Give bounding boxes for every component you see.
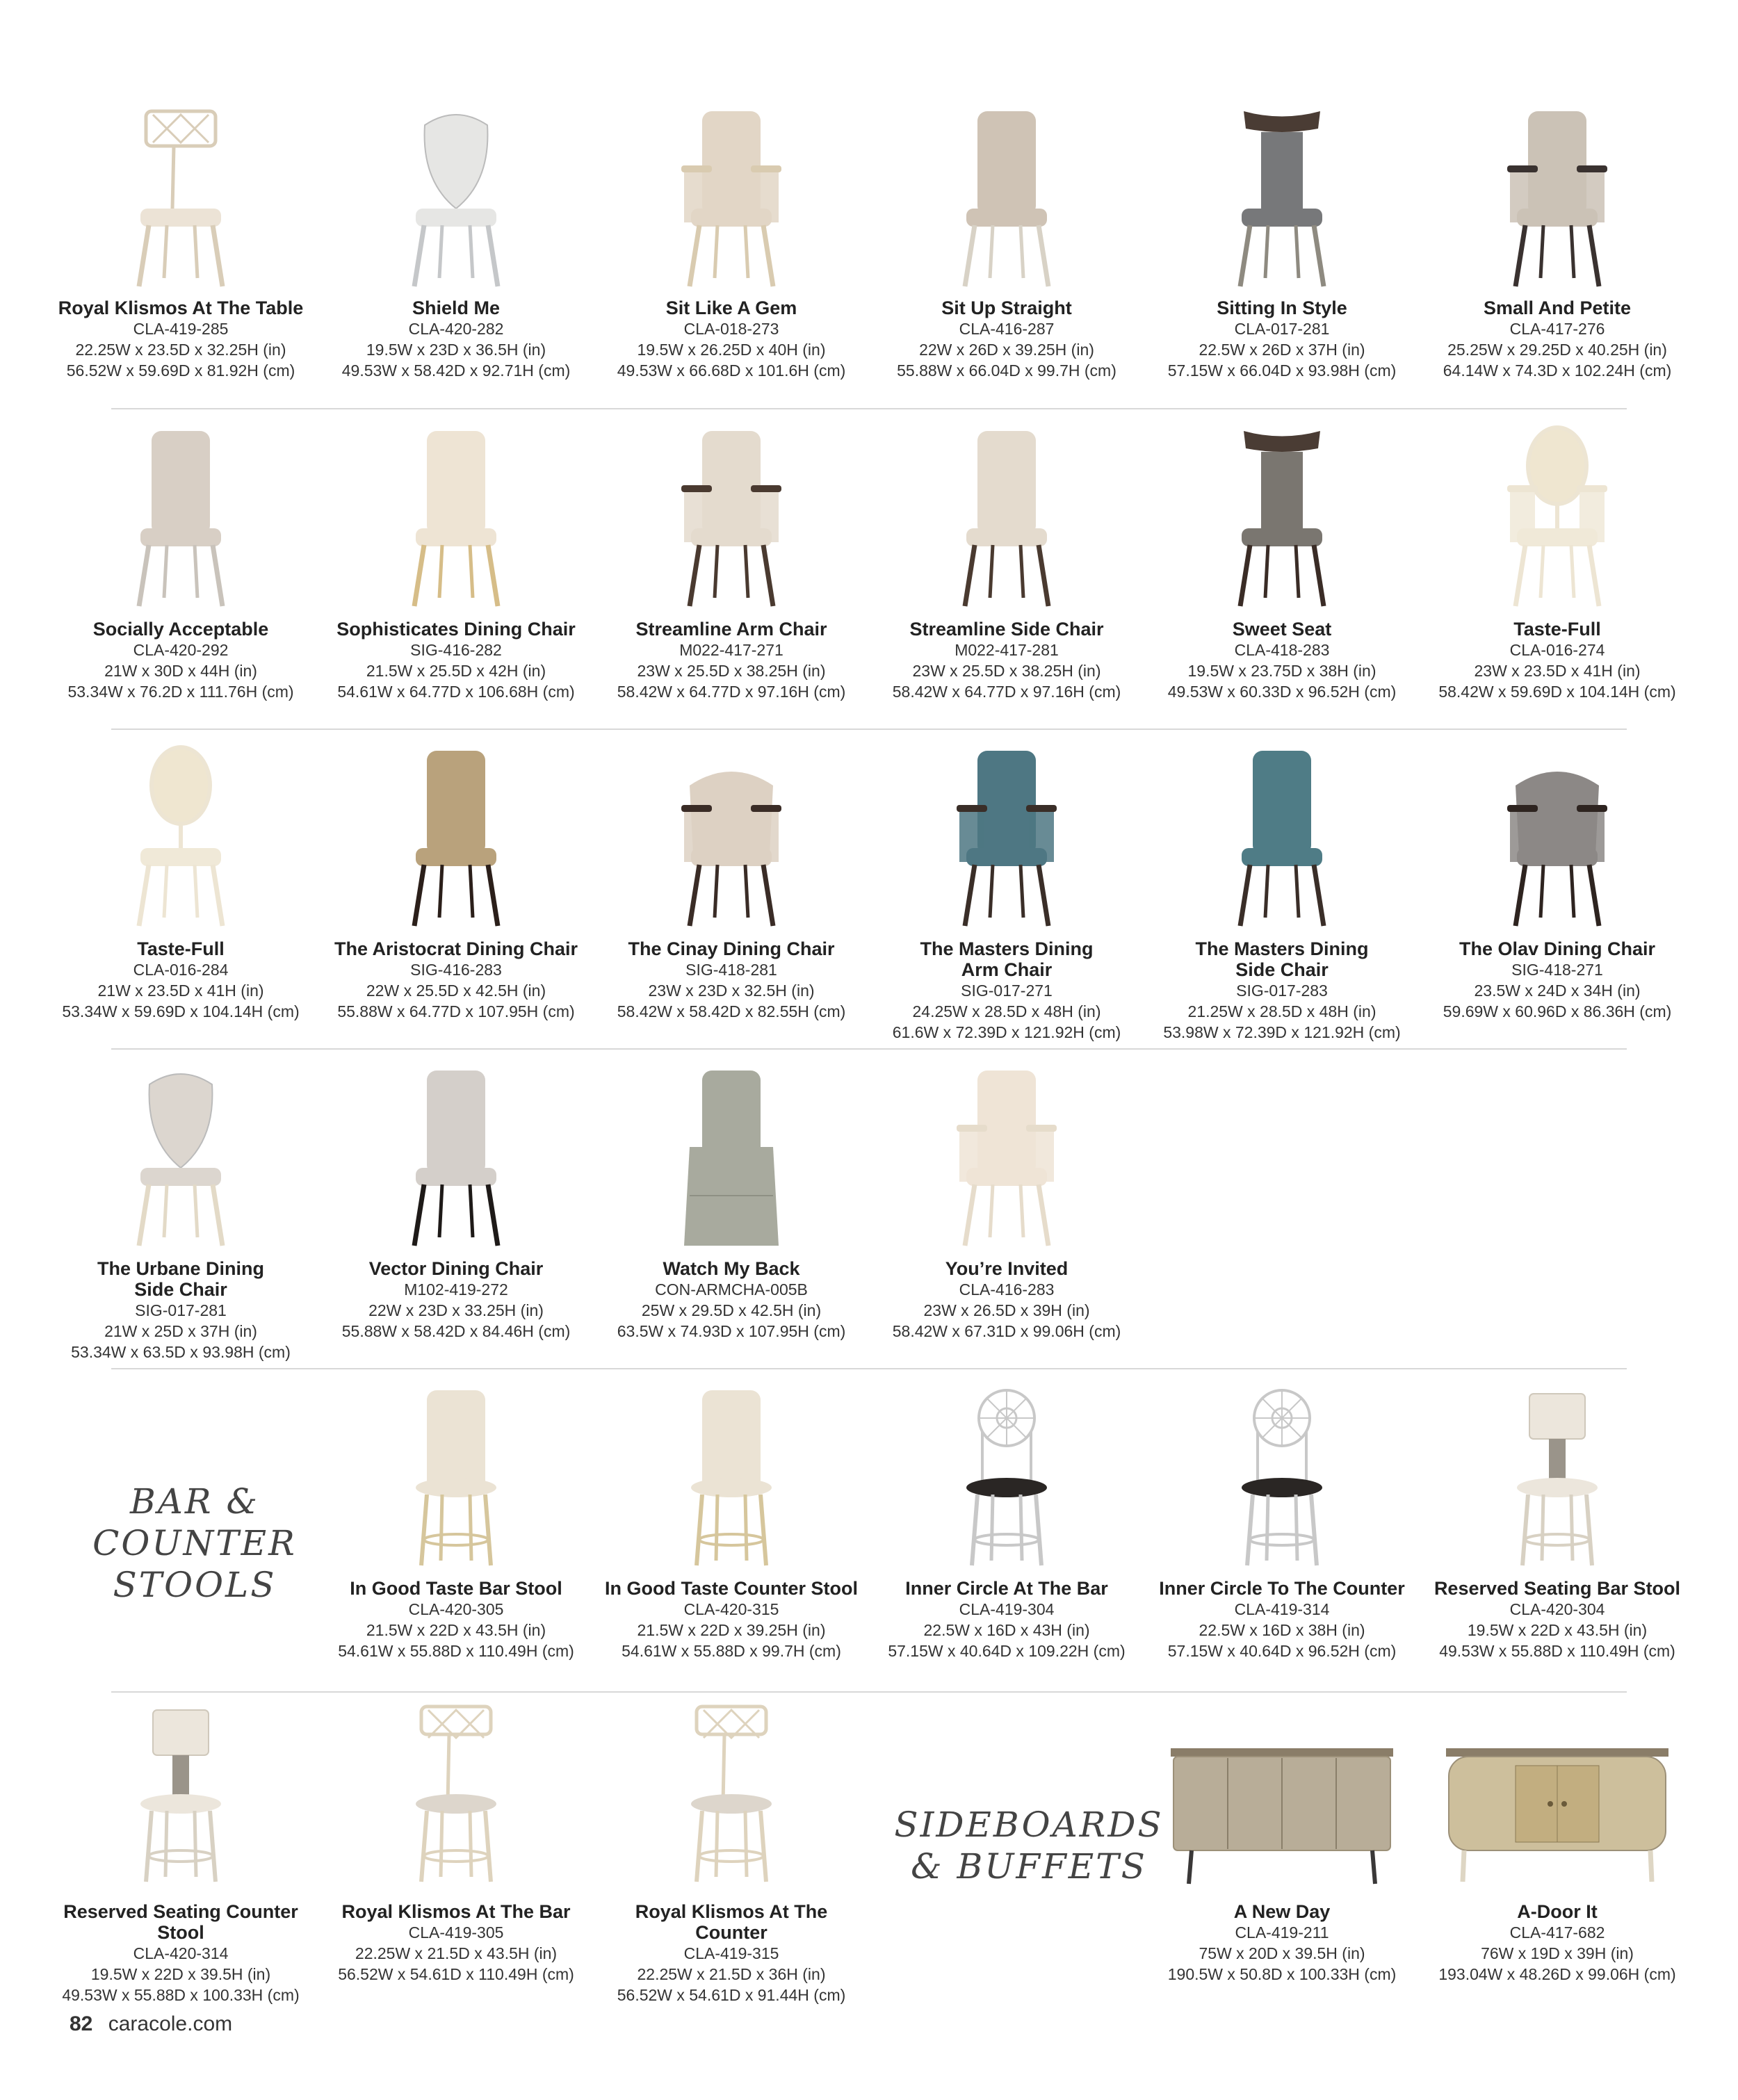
product-name: Sit Up Straight [941, 298, 1072, 318]
product-name: Reserved Seating Bar Stool [1434, 1578, 1681, 1599]
product-sku: SIG-418-281 [685, 961, 777, 979]
product-name: In Good Taste Counter Stool [605, 1578, 858, 1599]
product-card[interactable] [871, 1064, 1142, 1340]
product-sku: CLA-419-211 [1235, 1923, 1329, 1942]
product-card[interactable] [1422, 744, 1693, 1020]
product-sku: SIG-017-281 [135, 1301, 227, 1319]
product-image [366, 424, 546, 612]
product-name: Inner Circle At The Bar [905, 1578, 1108, 1599]
product-dims-in: 22.25W x 23.5D x 32.25H (in) [75, 341, 286, 359]
product-card[interactable] [320, 1064, 592, 1340]
product-sku: CLA-419-314 [1234, 1600, 1330, 1618]
product-image [90, 1700, 271, 1887]
product-sku: CLA-420-292 [133, 641, 229, 659]
row-divider [111, 408, 1627, 409]
page-number: 82 [70, 2012, 93, 2035]
product-card[interactable] [871, 104, 1142, 380]
product-sku: SIG-416-283 [410, 961, 502, 979]
product-card[interactable] [871, 1383, 1142, 1660]
product-image [1467, 104, 1648, 292]
section-title-bar-stools: BAR & COUNTER STOOLS [92, 1481, 297, 1605]
product-dims-in: 21.5W x 22D x 43.5H (in) [366, 1621, 546, 1639]
product-dims-cm: 57.15W x 40.64D x 109.22H (cm) [888, 1642, 1126, 1660]
product-dims-cm: 56.52W x 59.69D x 81.92H (cm) [66, 361, 295, 380]
product-name: Vector Dining Chair [368, 1258, 544, 1279]
product-dims-in: 22W x 23D x 33.25H (in) [368, 1301, 544, 1319]
row-divider [111, 1048, 1627, 1050]
product-image [916, 1383, 1097, 1571]
product-image [1164, 1700, 1400, 1887]
product-name: The Aristocrat Dining Chair [334, 938, 578, 959]
product-sku: CLA-417-276 [1509, 320, 1605, 338]
product-sku: CLA-420-314 [133, 1944, 229, 1962]
product-name: Inner Circle To The Counter [1159, 1578, 1405, 1599]
product-dims-cm: 53.34W x 63.5D x 93.98H (cm) [71, 1343, 291, 1361]
product-dims-in: 21W x 25D x 37H (in) [104, 1322, 257, 1340]
product-name: Streamline Side Chair [909, 619, 1104, 640]
product-sku: CLA-419-304 [959, 1600, 1055, 1618]
product-card[interactable] [320, 104, 592, 380]
product-image [366, 1064, 546, 1251]
product-sku: CON-ARMCHA-005B [655, 1280, 808, 1299]
product-dims-cm: 57.15W x 40.64D x 96.52H (cm) [1167, 1642, 1397, 1660]
product-name: Small And Petite [1483, 298, 1632, 318]
row-divider [111, 729, 1627, 730]
product-image [1192, 1383, 1372, 1571]
product-card[interactable] [1146, 104, 1418, 380]
product-dims-cm: 58.42W x 64.77D x 97.16H (cm) [892, 683, 1121, 701]
product-card[interactable] [1146, 1700, 1418, 1983]
product-name: Sweet Seat [1232, 619, 1332, 640]
product-image [916, 104, 1097, 292]
product-sku: CLA-420-305 [408, 1600, 504, 1618]
product-card[interactable] [1422, 104, 1693, 380]
product-sku: CLA-420-315 [683, 1600, 779, 1618]
product-name: The Masters Dining Side Chair [1195, 938, 1369, 980]
product-card[interactable] [1146, 1383, 1418, 1660]
product-name: Taste-Full [1513, 619, 1601, 640]
product-name: The Urbane Dining Side Chair [97, 1258, 264, 1300]
product-dims-in: 23W x 26.5D x 39H (in) [923, 1301, 1090, 1319]
product-image [1439, 1700, 1675, 1887]
product-card[interactable] [596, 744, 867, 1020]
product-sku: CLA-016-274 [1509, 641, 1605, 659]
product-sku: CLA-417-682 [1509, 1923, 1605, 1942]
product-image [641, 424, 822, 612]
product-dims-in: 19.5W x 23D x 36.5H (in) [366, 341, 546, 359]
product-dims-in: 23.5W x 24D x 34H (in) [1474, 982, 1641, 1000]
product-dims-in: 21W x 30D x 44H (in) [104, 662, 257, 680]
row-divider [111, 1691, 1627, 1693]
product-dims-in: 22.5W x 16D x 43H (in) [923, 1621, 1090, 1639]
product-card[interactable] [45, 104, 316, 380]
product-dims-cm: 58.42W x 64.77D x 97.16H (cm) [617, 683, 846, 701]
product-dims-in: 22.5W x 26D x 37H (in) [1199, 341, 1365, 359]
product-dims-in: 21.5W x 22D x 39.25H (in) [637, 1621, 826, 1639]
product-image [641, 104, 822, 292]
product-sku: CLA-419-315 [683, 1944, 779, 1962]
page-footer [70, 2012, 232, 2036]
product-dims-in: 23W x 25.5D x 38.25H (in) [637, 662, 826, 680]
product-dims-cm: 55.88W x 58.42D x 84.46H (cm) [341, 1322, 571, 1340]
product-name: Royal Klismos At The Bar [341, 1901, 571, 1922]
product-dims-in: 21.25W x 28.5D x 48H (in) [1187, 1002, 1376, 1020]
product-dims-cm: 58.42W x 58.42D x 82.55H (cm) [617, 1002, 846, 1020]
product-dims-cm: 56.52W x 54.61D x 91.44H (cm) [617, 1986, 846, 2004]
product-dims-in: 23W x 25.5D x 38.25H (in) [912, 662, 1101, 680]
product-card[interactable] [1422, 1383, 1693, 1660]
product-sku: M022-417-281 [955, 641, 1059, 659]
product-image [366, 104, 546, 292]
product-dims-in: 25.25W x 29.25D x 40.25H (in) [1447, 341, 1667, 359]
product-name: A New Day [1233, 1901, 1331, 1922]
product-name: The Masters Dining Arm Chair [920, 938, 1094, 980]
product-image [366, 744, 546, 931]
product-sku: CLA-419-285 [133, 320, 229, 338]
product-image [90, 104, 271, 292]
product-card[interactable] [320, 1700, 592, 1983]
product-card[interactable] [871, 424, 1142, 701]
product-name: Sitting In Style [1217, 298, 1347, 318]
product-card[interactable] [320, 424, 592, 701]
product-name: Streamline Arm Chair [635, 619, 827, 640]
product-name: Shield Me [412, 298, 501, 318]
product-sku: SIG-418-271 [1511, 961, 1603, 979]
product-name: Sit Like A Gem [665, 298, 797, 318]
product-dims-in: 19.5W x 26.25D x 40H (in) [637, 341, 826, 359]
product-image [1192, 424, 1372, 612]
product-card[interactable] [1146, 744, 1418, 1041]
product-name: The Cinay Dining Chair [628, 938, 835, 959]
product-image [916, 424, 1097, 612]
product-card[interactable] [596, 1700, 867, 2004]
product-dims-in: 23W x 23D x 32.5H (in) [648, 982, 815, 1000]
product-image [366, 1383, 546, 1571]
product-card[interactable] [320, 744, 592, 1020]
product-dims-cm: 54.61W x 55.88D x 99.7H (cm) [622, 1642, 841, 1660]
product-name: Royal Klismos At The Table [58, 298, 304, 318]
product-card[interactable] [596, 1383, 867, 1660]
product-name: Taste-Full [137, 938, 225, 959]
product-dims-in: 75W x 20D x 39.5H (in) [1199, 1944, 1365, 1962]
product-image [916, 1064, 1097, 1251]
product-dims-in: 21W x 23.5D x 41H (in) [97, 982, 264, 1000]
product-card[interactable] [320, 1383, 592, 1660]
product-sku: CLA-416-283 [959, 1280, 1055, 1299]
product-dims-in: 76W x 19D x 39H (in) [1481, 1944, 1634, 1962]
product-card[interactable] [1422, 1700, 1693, 1983]
product-image [1467, 424, 1648, 612]
product-dims-cm: 59.69W x 60.96D x 86.36H (cm) [1443, 1002, 1672, 1020]
product-sku: CLA-018-273 [683, 320, 779, 338]
product-sku: SIG-416-282 [410, 641, 502, 659]
product-image [1192, 744, 1372, 931]
product-name: Royal Klismos At The Counter [635, 1901, 828, 1943]
product-sku: CLA-420-304 [1509, 1600, 1605, 1618]
product-dims-cm: 53.34W x 59.69D x 104.14H (cm) [62, 1002, 300, 1020]
product-name: You’re Invited [945, 1258, 1069, 1279]
product-name: Reserved Seating Counter Stool [63, 1901, 298, 1943]
product-image [641, 1383, 822, 1571]
product-image [90, 424, 271, 612]
product-card[interactable] [596, 424, 867, 701]
product-name: Watch My Back [663, 1258, 800, 1279]
product-dims-in: 22.25W x 21.5D x 43.5H (in) [355, 1944, 558, 1962]
product-dims-cm: 64.14W x 74.3D x 102.24H (cm) [1443, 361, 1672, 380]
row-divider [111, 1368, 1627, 1369]
product-sku: CLA-416-287 [959, 320, 1055, 338]
product-dims-cm: 58.42W x 67.31D x 99.06H (cm) [892, 1322, 1121, 1340]
product-image [1467, 1383, 1648, 1571]
product-dims-in: 19.5W x 22D x 39.5H (in) [90, 1965, 271, 1983]
product-dims-cm: 193.04W x 48.26D x 99.06H (cm) [1438, 1965, 1676, 1983]
product-card[interactable] [596, 1064, 867, 1340]
product-dims-cm: 53.98W x 72.39D x 121.92H (cm) [1163, 1023, 1401, 1041]
product-sku: CLA-420-282 [408, 320, 504, 338]
product-dims-in: 25W x 29.5D x 42.5H (in) [641, 1301, 822, 1319]
product-sku: CLA-017-281 [1234, 320, 1330, 338]
product-dims-cm: 57.15W x 66.04D x 93.98H (cm) [1167, 361, 1397, 380]
product-name: Sophisticates Dining Chair [336, 619, 576, 640]
product-dims-cm: 49.53W x 55.88D x 110.49H (cm) [1439, 1642, 1675, 1660]
product-image [90, 1064, 271, 1251]
product-card[interactable] [45, 424, 316, 701]
product-name: The Olav Dining Chair [1459, 938, 1656, 959]
product-name: Socially Acceptable [92, 619, 269, 640]
product-name: A-Door It [1517, 1901, 1598, 1922]
product-dims-cm: 55.88W x 64.77D x 107.95H (cm) [337, 1002, 575, 1020]
product-dims-cm: 49.53W x 58.42D x 92.71H (cm) [341, 361, 571, 380]
product-dims-cm: 56.52W x 54.61D x 110.49H (cm) [338, 1965, 574, 1983]
product-card[interactable] [871, 744, 1142, 1041]
product-dims-in: 24.25W x 28.5D x 48H (in) [912, 1002, 1101, 1020]
product-dims-in: 19.5W x 22D x 43.5H (in) [1467, 1621, 1648, 1639]
product-image [366, 1700, 546, 1887]
product-sku: SIG-017-271 [961, 982, 1053, 1000]
product-dims-cm: 58.42W x 59.69D x 104.14H (cm) [1438, 683, 1676, 701]
product-image [641, 744, 822, 931]
product-dims-in: 19.5W x 23.75D x 38H (in) [1187, 662, 1376, 680]
product-card[interactable] [45, 1064, 316, 1361]
product-dims-in: 22W x 26D x 39.25H (in) [919, 341, 1094, 359]
product-dims-cm: 61.6W x 72.39D x 121.92H (cm) [892, 1023, 1121, 1041]
product-image [916, 744, 1097, 931]
product-dims-in: 21.5W x 25.5D x 42H (in) [366, 662, 546, 680]
product-dims-in: 22.25W x 21.5D x 36H (in) [637, 1965, 826, 1983]
product-image [1467, 744, 1648, 931]
product-sku: SIG-017-283 [1236, 982, 1328, 1000]
product-card[interactable] [1146, 424, 1418, 701]
product-sku: M102-419-272 [404, 1280, 508, 1299]
product-name: In Good Taste Bar Stool [350, 1578, 562, 1599]
product-image [90, 744, 271, 931]
product-image [641, 1700, 822, 1887]
product-card[interactable] [596, 104, 867, 380]
product-image [1192, 104, 1372, 292]
product-dims-cm: 54.61W x 55.88D x 110.49H (cm) [338, 1642, 574, 1660]
product-image [641, 1064, 822, 1251]
product-dims-cm: 49.53W x 55.88D x 100.33H (cm) [62, 1986, 300, 2004]
product-sku: CLA-016-284 [133, 961, 229, 979]
product-dims-cm: 49.53W x 60.33D x 96.52H (cm) [1167, 683, 1397, 701]
product-sku: CLA-419-305 [408, 1923, 504, 1942]
product-dims-cm: 63.5W x 74.93D x 107.95H (cm) [617, 1322, 846, 1340]
product-dims-in: 22W x 25.5D x 42.5H (in) [366, 982, 546, 1000]
product-dims-in: 23W x 23.5D x 41H (in) [1474, 662, 1641, 680]
product-dims-cm: 53.34W x 76.2D x 111.76H (cm) [67, 683, 294, 701]
product-dims-cm: 54.61W x 64.77D x 106.68H (cm) [337, 683, 575, 701]
product-card[interactable] [1422, 424, 1693, 701]
product-sku: CLA-418-283 [1234, 641, 1330, 659]
section-title-sideboards: SIDEBOARDS & BUFFETS [894, 1805, 1164, 1887]
product-dims-cm: 190.5W x 50.8D x 100.33H (cm) [1167, 1965, 1397, 1983]
site-link[interactable]: caracole.com [108, 2012, 233, 2035]
product-card[interactable] [45, 744, 316, 1020]
product-sku: M022-417-271 [679, 641, 783, 659]
product-dims-cm: 49.53W x 66.68D x 101.6H (cm) [617, 361, 846, 380]
product-card[interactable] [45, 1700, 316, 2004]
product-dims-cm: 55.88W x 66.04D x 99.7H (cm) [897, 361, 1116, 380]
product-dims-in: 22.5W x 16D x 38H (in) [1199, 1621, 1365, 1639]
